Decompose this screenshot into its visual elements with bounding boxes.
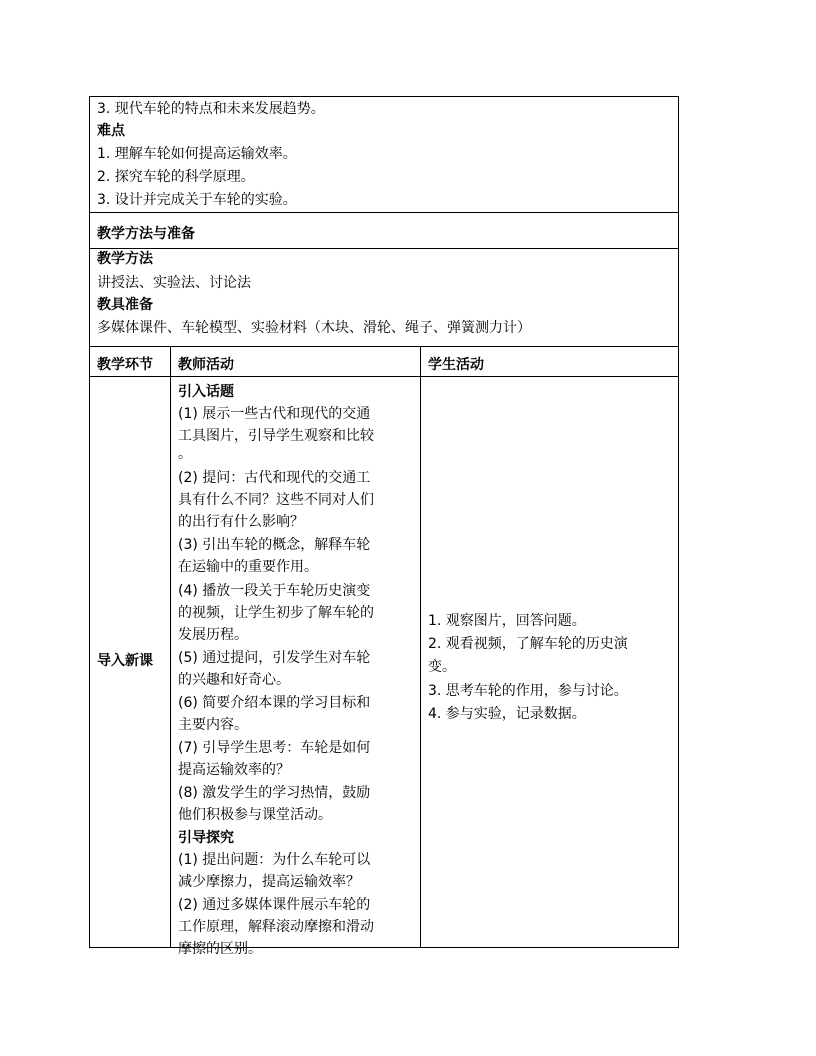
stage-label: 导入新课 — [97, 653, 153, 669]
header-divider — [90, 376, 678, 377]
teacher-activity-line: 提高运输效率的？ — [178, 762, 290, 778]
teacher-activity-line: 。 — [178, 446, 192, 462]
methods-header-section — [89, 212, 679, 248]
teacher-activity-line: (2) 通过多媒体课件展示车轮的 — [178, 897, 371, 913]
column-divider — [420, 347, 421, 947]
teacher-activity-line: 主要内容。 — [178, 717, 248, 733]
teacher-activity-line: (3) 引出车轮的概念，解释车轮 — [178, 537, 371, 553]
difficulty-1: 1. 理解车轮如何提高运输效率。 — [97, 146, 297, 162]
teacher-activity-line: 摩擦的区别。 — [178, 941, 262, 957]
activity-table — [89, 346, 679, 957]
difficulty-3: 3. 设计并完成关于车轮的实验。 — [97, 192, 297, 208]
header-student: 学生活动 — [428, 357, 484, 373]
teacher-section-title: 引入话题 — [178, 384, 234, 400]
methods-section — [89, 248, 679, 346]
teacher-activity-line: 工作原理，解释滚动摩擦和滑动 — [178, 919, 374, 935]
teacher-activity-line: 的兴趣和好奇心。 — [178, 672, 290, 688]
methods-header: 教学方法与准备 — [97, 226, 195, 242]
teacher-activity-line: 工具图片，引导学生观察和比较 — [178, 428, 374, 444]
key-point-3: 3. 现代车轮的特点和未来发展趋势。 — [97, 101, 325, 117]
prep-title: 教具准备 — [97, 297, 153, 313]
teacher-activity-line: 发展历程。 — [178, 627, 248, 643]
teacher-activity-line: (8) 激发学生的学习热情，鼓励 — [178, 785, 371, 801]
teacher-activity-line: 的视频，让学生初步了解车轮的 — [178, 605, 374, 621]
student-activity-line: 1. 观察图片，回答问题。 — [428, 613, 586, 629]
method-text: 讲授法、实验法、讨论法 — [97, 275, 251, 291]
teacher-activity-line: (1) 展示一些古代和现代的交通 — [178, 406, 371, 422]
difficulty-title: 难点 — [97, 123, 125, 139]
teacher-activity-line: (1) 提出问题：为什么车轮可以 — [178, 852, 371, 868]
teacher-activity-line: 具有什么不同？这些不同对人们 — [178, 492, 374, 508]
teacher-activity-line: 在运输中的重要作用。 — [178, 559, 318, 575]
teacher-activity-line: 他们积极参与课堂活动。 — [178, 807, 332, 823]
prep-text: 多媒体课件、车轮模型、实验材料（木块、滑轮、绳子、弹簧测力计） — [97, 320, 531, 336]
teacher-activity-line: (5) 通过提问，引发学生对车轮 — [178, 650, 371, 666]
student-activity-line: 3. 思考车轮的作用，参与讨论。 — [428, 683, 628, 699]
teacher-activity-line: 的出行有什么影响？ — [178, 514, 304, 530]
column-divider — [170, 347, 171, 947]
difficulty-2: 2. 探究车轮的科学原理。 — [97, 169, 255, 185]
teacher-activity-line: (4) 播放一段关于车轮历史演变 — [178, 583, 371, 599]
teacher-activity-line: 减少摩擦力，提高运输效率？ — [178, 874, 360, 890]
student-activity-line: 4. 参与实验，记录数据。 — [428, 706, 586, 722]
student-activity-line: 变。 — [428, 659, 456, 675]
student-activity-line: 2. 观看视频，了解车轮的历史演 — [428, 636, 628, 652]
teacher-activity-line: (7) 引导学生思考：车轮是如何 — [178, 740, 371, 756]
teacher-section-title: 引导探究 — [178, 830, 234, 846]
teacher-activity-line: (2) 提问：古代和现代的交通工 — [178, 470, 371, 486]
header-stage: 教学环节 — [97, 357, 153, 373]
difficulty-section — [89, 96, 679, 212]
teacher-activity-line: (6) 简要介绍本课的学习目标和 — [178, 695, 371, 711]
header-teacher: 教师活动 — [178, 357, 234, 373]
method-title: 教学方法 — [97, 251, 153, 267]
